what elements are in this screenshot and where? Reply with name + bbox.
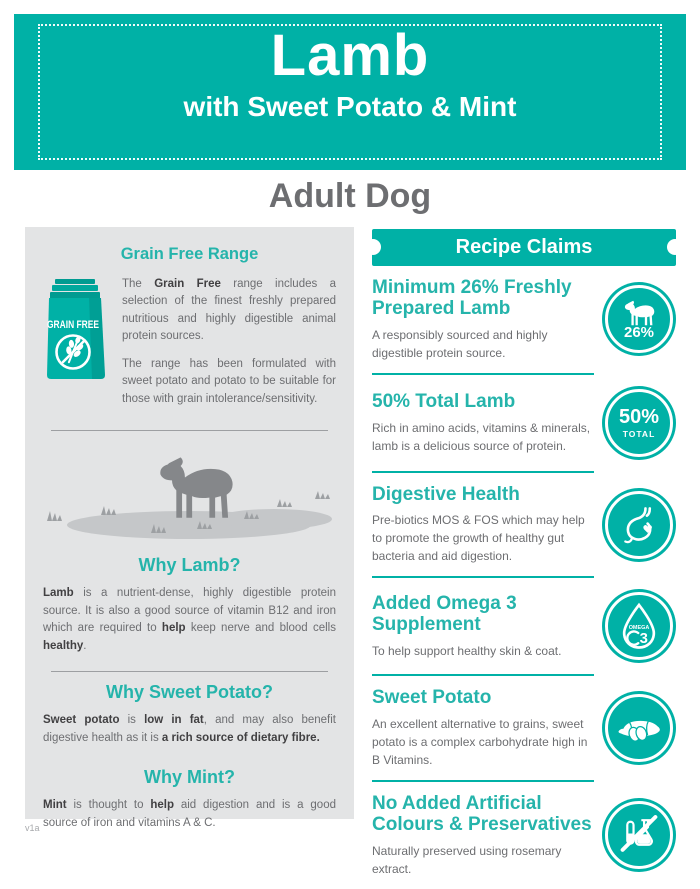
sheep-illustration — [39, 441, 341, 545]
claim-title: Minimum 26% Freshly Prepared Lamb — [372, 277, 572, 320]
claim-description: Pre-biotics MOS & FOS which may help to promote the growth of healthy gut bacteria and aid digestion. — [372, 513, 585, 564]
recipe-claims-banner — [372, 229, 676, 266]
claim-title: 50% Total Lamb — [372, 391, 516, 413]
claim-description: To help support healthy skin & coat. — [372, 643, 562, 658]
claim-description: A responsibly sourced and highly digestible protein source. — [372, 327, 548, 360]
omega-drop-glyph — [614, 601, 664, 651]
product-subtitle: with Sweet Potato & Mint — [183, 91, 517, 122]
grain-free-paragraphs — [122, 276, 340, 418]
omega-3-label: 3 — [639, 631, 648, 648]
badge-26-percent: 26% — [623, 323, 655, 341]
icon-content — [602, 589, 676, 663]
claim-text — [372, 391, 602, 454]
recipe-claims-heading: Recipe Claims — [455, 236, 593, 258]
version-label: v1a — [25, 823, 40, 833]
icon-content — [602, 691, 676, 765]
product-header — [14, 14, 686, 170]
no-chemicals-glyph — [614, 810, 664, 860]
stomach-icon — [602, 488, 676, 562]
why-mint-heading: Why Mint? — [144, 767, 235, 788]
sheep-26-icon — [602, 282, 676, 356]
stomach-glyph — [616, 502, 662, 548]
claim-no-artificial — [372, 782, 676, 889]
sweet-potato-icon — [602, 691, 676, 765]
claim-title: Added Omega 3 Supplement — [372, 592, 517, 636]
sheep-glyph — [619, 299, 659, 327]
claim-description: An excellent alternative to grains, sweet potato is a complex carbohydrate high in B Vitamins. — [372, 716, 588, 767]
section-divider — [51, 430, 328, 431]
fifty-percent-total-icon — [602, 386, 676, 460]
product-title: Lamb — [270, 23, 430, 88]
claim-title: Digestive Health — [372, 483, 520, 505]
banner-notch-right — [667, 239, 683, 255]
claim-title: No Added Artificial Colours & Preservatives — [372, 792, 592, 836]
claim-minimum-26-lamb — [372, 266, 676, 373]
claim-omega-3 — [372, 578, 676, 674]
claim-digestive-health — [372, 473, 676, 576]
section-divider — [51, 671, 328, 672]
icon-content — [602, 488, 676, 562]
why-lamb-heading: Why Lamb? — [138, 555, 241, 576]
grain-free-paragraph-1: The Grain Free range includes a selection of the finest freshly prepared nutritious and highly digestible animal protein sources. — [122, 278, 336, 343]
bag-label: GRAIN FREE — [47, 319, 99, 331]
recipe-claims-panel — [372, 229, 676, 889]
claim-description: Naturally preserved using rosemary extract. — [372, 843, 562, 876]
why-mint-body: Mint is thought to help aid digestion and is a good source of iron and vitamins A & C. — [43, 799, 336, 829]
sweet-potato-glyph — [614, 703, 664, 753]
badge-total: TOTAL — [622, 428, 656, 439]
icon-content — [602, 798, 676, 872]
claim-title: Sweet Potato — [372, 687, 492, 709]
badge-50-percent: 50% — [618, 405, 660, 428]
omega-3-drop-icon — [602, 589, 676, 663]
no-artificial-icon — [602, 798, 676, 872]
claim-text — [372, 277, 602, 362]
banner-notch-left — [365, 239, 381, 255]
claim-description: Rich in amino acids, vitamins & minerals, lamb is a delicious source of protein. — [372, 420, 591, 453]
kibble-bag-icon — [39, 276, 111, 382]
grain-free-paragraph-2: The range has been formulated with sweet potato and potato to be suitable for those with grain intolerance/sensitivity. — [122, 357, 336, 405]
omega-label: OMEGA — [628, 625, 650, 632]
why-lamb-body: Lamb is a nutrient-dense, highly digestible protein source. It is also a good source of vitamin B12 and iron which are required to help keep nerve and blood cells healthy. — [43, 587, 336, 652]
grain-free-row — [39, 276, 340, 418]
grain-free-heading: Grain Free Range — [120, 245, 259, 263]
claim-50-total-lamb — [372, 375, 676, 471]
grain-free-bag-icon — [39, 276, 111, 387]
icon-content — [602, 386, 676, 460]
claim-text — [372, 687, 602, 768]
why-sweet-potato-heading: Why Sweet Potato? — [105, 682, 273, 703]
claim-text — [372, 793, 602, 878]
claim-text — [372, 484, 602, 565]
icon-content — [602, 282, 676, 356]
claim-sweet-potato — [372, 676, 676, 779]
claim-text — [372, 593, 602, 660]
audience-label: Adult Dog — [268, 177, 432, 215]
why-sweet-potato-body: Sweet potato is low in fat, and may also benefit digestive health as it is a rich source of dietary fibre. — [43, 714, 337, 744]
